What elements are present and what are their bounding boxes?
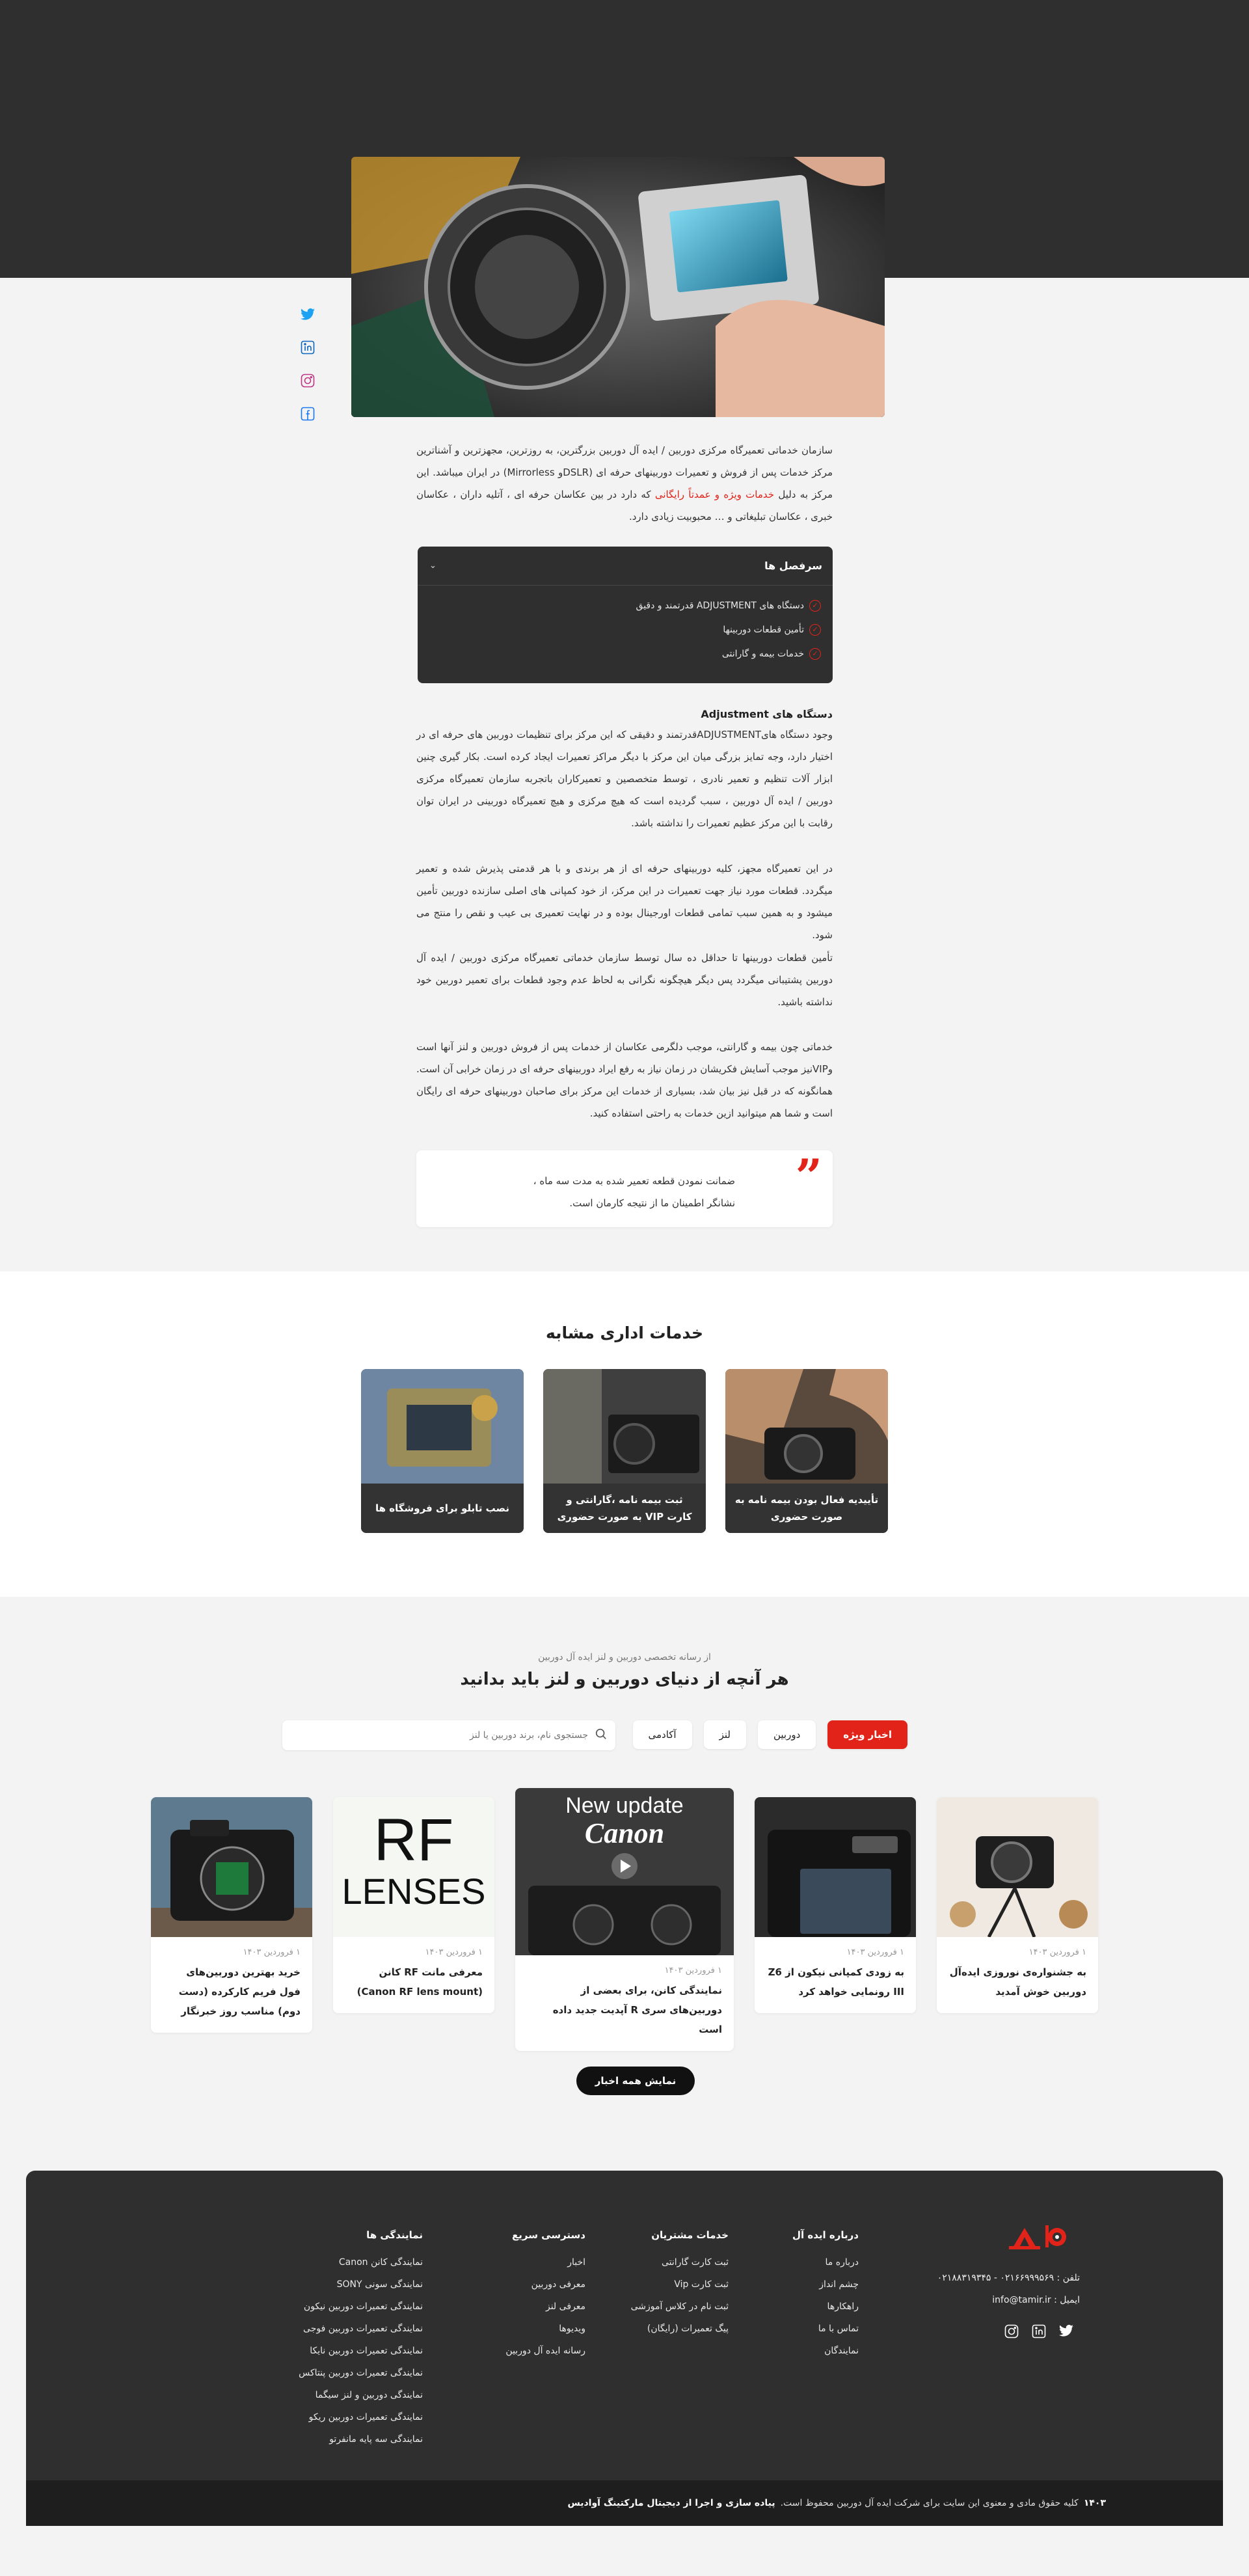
footer-link[interactable]: نمایندگی تعمیرات دوربین نایکا	[310, 2346, 423, 2356]
toc-item-label: دستگاه های ADJUSTMENT قدرتمند و دقیق	[636, 600, 804, 611]
linkedin-icon[interactable]	[1032, 2324, 1046, 2341]
copyright-text: کلیه حقوق مادی و معنوی این سایت برای شرکت ایده آل دوربین محفوظ است.	[780, 2498, 1079, 2508]
footer-link[interactable]: معرفی لنز	[545, 2301, 585, 2312]
instagram-icon[interactable]	[1004, 2324, 1019, 2341]
canon-logo: Canon	[584, 1817, 665, 1849]
footer-col-about	[792, 2229, 859, 2362]
footer-col-quick	[505, 2229, 585, 2362]
footer-email[interactable]: ایمیل : info@tamir.ir	[992, 2295, 1080, 2305]
news-image	[515, 1788, 734, 1955]
section-paragraph-1: وجود دستگاه هایADJUSTMENTقدرتمند و دقیقی که این مرکز برای تنظیمات دوربین های حرفه ای در اختیار دارد، وجه تمایز بزرگی میان این مرکز با دیگر مراکز تعمیرات ایجاد کرده است. بکار گیری چنین ابزار آلات تنظیم و تعمیر نادری ، توسط متخصصین و تعمیرکاران باتجربه سازمان تعمیرگاه مرکزی دوربین / ایده آل دوربین ، سبب گردیده است که هیچ مرکزی و هیچ تعمیرگاه دوربینی در ایران توان رقابت با این مرکز عظیم تعمیرات را نداشته باشد.	[416, 729, 833, 829]
card-caption: تأییدیه فعال بودن بیمه نامه به صورت حضوری	[725, 1484, 888, 1533]
footer-link[interactable]: ثبت کارت Vip	[674, 2279, 729, 2290]
intro-text: سازمان خدماتی تعمیرگاه مرکزی دوربین / ایده آل دوربین بزرگترین، به روزترین، مجهزترین و آشناترین مرکز خدمات پس از فروش و تعمیرات دوربینهای حرفه ای (DSLRو Mirrorless) در ایران میباشد. این مرکز به دلیل	[416, 444, 833, 500]
footer-logo[interactable]	[1006, 2223, 1071, 2253]
news-title-text: معرفی مانت RF کانن (Canon RF lens mount)	[356, 1966, 483, 1998]
news-card[interactable]	[151, 1797, 312, 2033]
footer-col-title: نمایندگی ها	[366, 2229, 423, 2241]
toc-item[interactable]	[429, 642, 821, 666]
similar-card[interactable]	[361, 1369, 524, 1533]
article-area	[0, 0, 1249, 1271]
footer-link[interactable]: ثبت نام در کلاس آموزشی	[630, 2301, 729, 2312]
chevron-down-icon: ⌄	[429, 561, 436, 571]
special-services-link[interactable]: خدمات ویژه و عمدتاً رایگانی	[654, 489, 775, 500]
news-title-text: به زودی کمپانی نیکون از Z6 III رونمایی خواهد کرد	[768, 1966, 904, 1998]
footer-col-title: دسترسی سریع	[511, 2229, 585, 2241]
footer-contact	[937, 2267, 1080, 2311]
card-caption: ثبت بیمه نامه ،گارانتی و کارت VIP به صورت حضوری	[543, 1484, 706, 1533]
footer-link[interactable]: ویدیوها	[559, 2324, 585, 2334]
footer-phone[interactable]: تلفن : ۰۲۱۶۶۹۹۹۵۶۹ - ۰۲۱۸۸۳۱۹۳۴۵	[937, 2273, 1080, 2283]
news-card[interactable]	[333, 1797, 494, 2013]
news-date: ۱ فروردین ۱۴۰۳	[664, 1966, 722, 1975]
tab-lens[interactable]: لنز	[704, 1720, 746, 1749]
section-paragraph-4: خدماتی چون بیمه و گارانتی، موجب دلگرمی عکاسان از خدمات پس از فروش دوربین و لنز آنها است وVIPنیز موجب آسایش فکریشان در زمان نیاز به رفع ایراد دوربینهای حرفه ای در زمان خرابی آن است. همانگونه که در قبل نیز بیان شد، بسیاری از خدمات این مرکز برای صاحبان دوربینهای حرفه ای رایگان است و شما هم میتوانید ازین خدمات به راحتی استفاده کنید.	[416, 1041, 833, 1119]
section-paragraph-3: تأمین قطعات دوربینها تا حداقل ده سال توسط سازمان خدماتی تعمیرگاه مرکزی دوربین / ایده آل دوربین پشتیبانی میگردد پس دیگر هیچگونه نگرانی به لحاظ عدم وجود قطعات برای تعمیر دوربین خود نداشته باشید.	[416, 952, 833, 1008]
news-title-text: به جشنواره‌ی نوروزی ایده‌آل دوربین خوش آمدید	[949, 1966, 1086, 1998]
footer-col-title: خدمات مشتریان	[651, 2229, 729, 2241]
footer-link[interactable]: رسانه ایده آل دوربین	[505, 2346, 585, 2356]
twitter-icon[interactable]	[1059, 2324, 1073, 2341]
footer-link[interactable]: ثبت کارت گارانتی	[661, 2257, 729, 2268]
check-circle-icon: ✓	[809, 624, 821, 636]
footer-social	[1004, 2324, 1073, 2341]
footer-link[interactable]: پیگ تعمیرات (رایگان)	[647, 2324, 729, 2334]
footer-link[interactable]: تماس با ما	[818, 2324, 859, 2334]
facebook-icon[interactable]	[299, 405, 316, 422]
footer-link[interactable]: نمایندگی تعمیرات دوربین نیکون	[303, 2301, 423, 2312]
quote-box	[416, 1150, 833, 1227]
tab-camera[interactable]: دوربین	[758, 1720, 816, 1749]
intro-paragraph	[416, 439, 833, 528]
instagram-icon[interactable]	[299, 372, 316, 389]
footer-col-agencies	[299, 2229, 423, 2450]
linkedin-icon[interactable]	[299, 339, 316, 356]
footer-link[interactable]: نمایندگی سه پایه مانفرتو	[329, 2434, 423, 2445]
news-image-text: New update	[565, 1793, 684, 1818]
news-image	[333, 1797, 494, 1937]
share-bar	[299, 306, 316, 422]
quote-text	[533, 1170, 735, 1214]
footer-link[interactable]: چشم انداز	[819, 2279, 859, 2290]
toc-item[interactable]	[429, 593, 821, 617]
toc-header[interactable]	[418, 547, 833, 586]
news-title-text: نمایندگی کانن، برای بعضی از دوربین‌های سری R آپدیت جدید داده است	[552, 1985, 722, 2035]
copyright-bar	[26, 2480, 1223, 2526]
footer	[0, 2171, 1249, 2576]
toc-item-label: خدمات بیمه و گارانتی	[721, 648, 804, 659]
tab-featured[interactable]: اخبار ویژه	[827, 1720, 907, 1749]
tab-academy[interactable]: آکادمی	[633, 1720, 692, 1749]
search-input[interactable]	[290, 1730, 588, 1741]
news-image	[755, 1797, 916, 1937]
news-image-text: RF	[373, 1807, 454, 1873]
search-icon[interactable]	[595, 1728, 608, 1743]
toc-title: سرفصل ها	[764, 560, 822, 572]
footer-link[interactable]: نمایندگی تعمیرات دوربین پنتاکس	[299, 2368, 423, 2378]
hero-image	[351, 157, 885, 417]
copyright-year: ۱۴۰۳	[1083, 2498, 1106, 2508]
toc-item[interactable]	[429, 617, 821, 642]
show-all-news-button[interactable]: نمایش همه اخبار	[576, 2067, 695, 2095]
quote-icon: ”	[795, 1148, 822, 1204]
news-title: هر آنچه از دنیای دوربین و لنز باید بدانید	[460, 1670, 789, 1689]
credit-link[interactable]: پیاده سازی و اجرا از دیجیتال مارکتینگ آوادیس	[567, 2498, 775, 2508]
news-image-text: LENSES	[342, 1871, 486, 1912]
check-circle-icon: ✓	[809, 600, 821, 612]
news-date: ۱ فروردین ۱۴۰۳	[1028, 1947, 1086, 1957]
footer-panel	[26, 2171, 1223, 2526]
news-kicker: از رسانه تخصصی دوربین و لنز ایده آل دوربین	[538, 1652, 711, 1662]
card-caption: نصب تابلو برای فروشگاه ها	[361, 1484, 524, 1533]
similar-services	[0, 1271, 1249, 1597]
news-image	[937, 1797, 1098, 1937]
toc-list	[418, 586, 833, 673]
intro-text-end: که دارد در بین عکاسان حرفه ای ، آتلیه داران ، عکاسان خبری ، عکاسان تبلیغاتی و … محبوبیت زیادی دارد.	[416, 489, 833, 522]
footer-link[interactable]: راهکارها	[827, 2301, 859, 2312]
footer-link[interactable]: معرفی دوربین	[531, 2279, 585, 2290]
section-paragraph-2: در این تعمیرگاه مجهز، کلیه دوربینهای حرفه ای از هر برندی و با هر قدمتی پذیرش شده و تعمیر میگردد. قطعات مورد نیاز جهت تعمیرات در این مرکز، از خود کمپانی های اصلی سازنده دوربین تأمین میشود و به همین سبب تمامی قطعات اورجینال بوده و در نهایت تعمیری بی عیب و نقص را منتج می شود.	[416, 863, 833, 941]
twitter-icon[interactable]	[299, 306, 316, 323]
news-card[interactable]	[515, 1788, 734, 2051]
news-card[interactable]	[755, 1797, 916, 2013]
footer-col-customers	[631, 2229, 729, 2340]
news-date: ۱ فروردین ۱۴۰۳	[243, 1947, 301, 1957]
quote-line: نشانگر اطمینان ما از نتیجه کارمان است.	[569, 1197, 735, 1209]
news-card[interactable]	[937, 1797, 1098, 2013]
footer-link[interactable]: نمایندگی کانن Canon	[338, 2257, 423, 2268]
news-date: ۱ فروردین ۱۴۰۳	[425, 1947, 483, 1957]
footer-link[interactable]: اخبار	[567, 2257, 585, 2268]
news-title-text: خرید بهترین دوربین‌های فول فریم کارکرده (دست دوم) مناسب روز خبرنگار	[178, 1966, 301, 2017]
footer-link[interactable]: نمایندگی دوربین و لنز سیگما	[315, 2390, 423, 2400]
quote-line: ضمانت نمودن قطعه تعمیر شده به مدت سه ماه ،	[533, 1175, 735, 1187]
footer-link[interactable]: درباره ما	[825, 2257, 859, 2268]
similar-card[interactable]	[543, 1369, 706, 1533]
footer-link[interactable]: نمایندگی تعمیرات دوربین فوجی	[303, 2324, 423, 2334]
footer-col-title: درباره ایده آل	[792, 2229, 859, 2241]
news-search	[282, 1720, 615, 1750]
section-title: دستگاه های Adjustment	[701, 708, 833, 720]
similar-cards	[361, 1369, 888, 1533]
check-circle-icon: ✓	[809, 648, 821, 660]
toc-item-label: تأمین قطعات دوربینها	[723, 624, 804, 635]
news-date: ۱ فروردین ۱۴۰۳	[846, 1947, 904, 1957]
similar-title: خدمات اداری مشابه	[546, 1323, 703, 1342]
similar-card[interactable]	[725, 1369, 888, 1533]
news-tabs	[633, 1720, 908, 1749]
footer-link[interactable]: نمایندگان	[824, 2346, 859, 2356]
news-image	[151, 1797, 312, 1937]
news-section	[0, 1597, 1249, 2171]
table-of-contents	[418, 547, 833, 683]
footer-link[interactable]: نمایندگی سونی SONY	[336, 2279, 423, 2290]
footer-link[interactable]: نمایندگی تعمیرات دوربین ریکو	[308, 2412, 423, 2422]
